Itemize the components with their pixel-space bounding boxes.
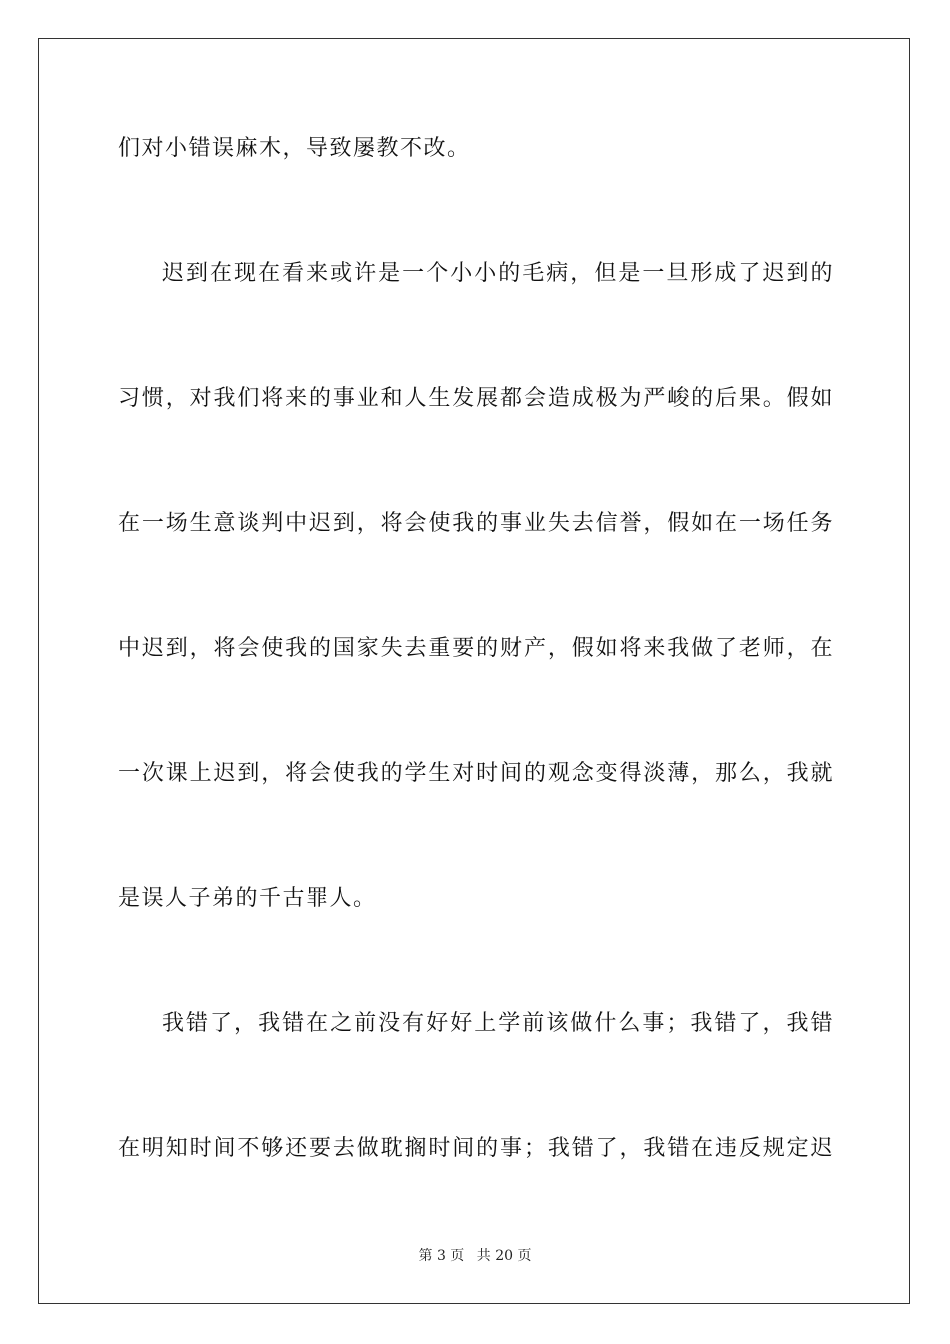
text-line-3: 习惯，对我们将来的事业和人生发展都会造成极为严峻的后果。假如 bbox=[118, 386, 834, 411]
text-line-7: 是误人子弟的千古罪人。 bbox=[118, 886, 377, 911]
page-number: 第 3 页 bbox=[418, 1248, 465, 1264]
text-line-2: 迟到在现在看来或许是一个小小的毛病，但是一旦形成了迟到的 bbox=[162, 261, 834, 286]
page-footer bbox=[0, 1247, 950, 1265]
page-frame bbox=[38, 38, 910, 1304]
page-total: 共 20 页 bbox=[476, 1248, 532, 1264]
text-line-5: 中迟到，将会使我的国家失去重要的财产，假如将来我做了老师，在 bbox=[118, 636, 834, 661]
text-line-4: 在一场生意谈判中迟到，将会使我的事业失去信誉，假如在一场任务 bbox=[118, 511, 834, 536]
text-line-1: 们对小错误麻木，导致屡教不改。 bbox=[118, 136, 471, 161]
text-line-6: 一次课上迟到，将会使我的学生对时间的观念变得淡薄，那么，我就 bbox=[118, 761, 834, 786]
text-line-9: 在明知时间不够还要去做耽搁时间的事；我错了，我错在违反规定迟 bbox=[118, 1136, 834, 1161]
text-line-8: 我错了，我错在之前没有好好上学前该做什么事；我错了，我错 bbox=[162, 1011, 834, 1036]
